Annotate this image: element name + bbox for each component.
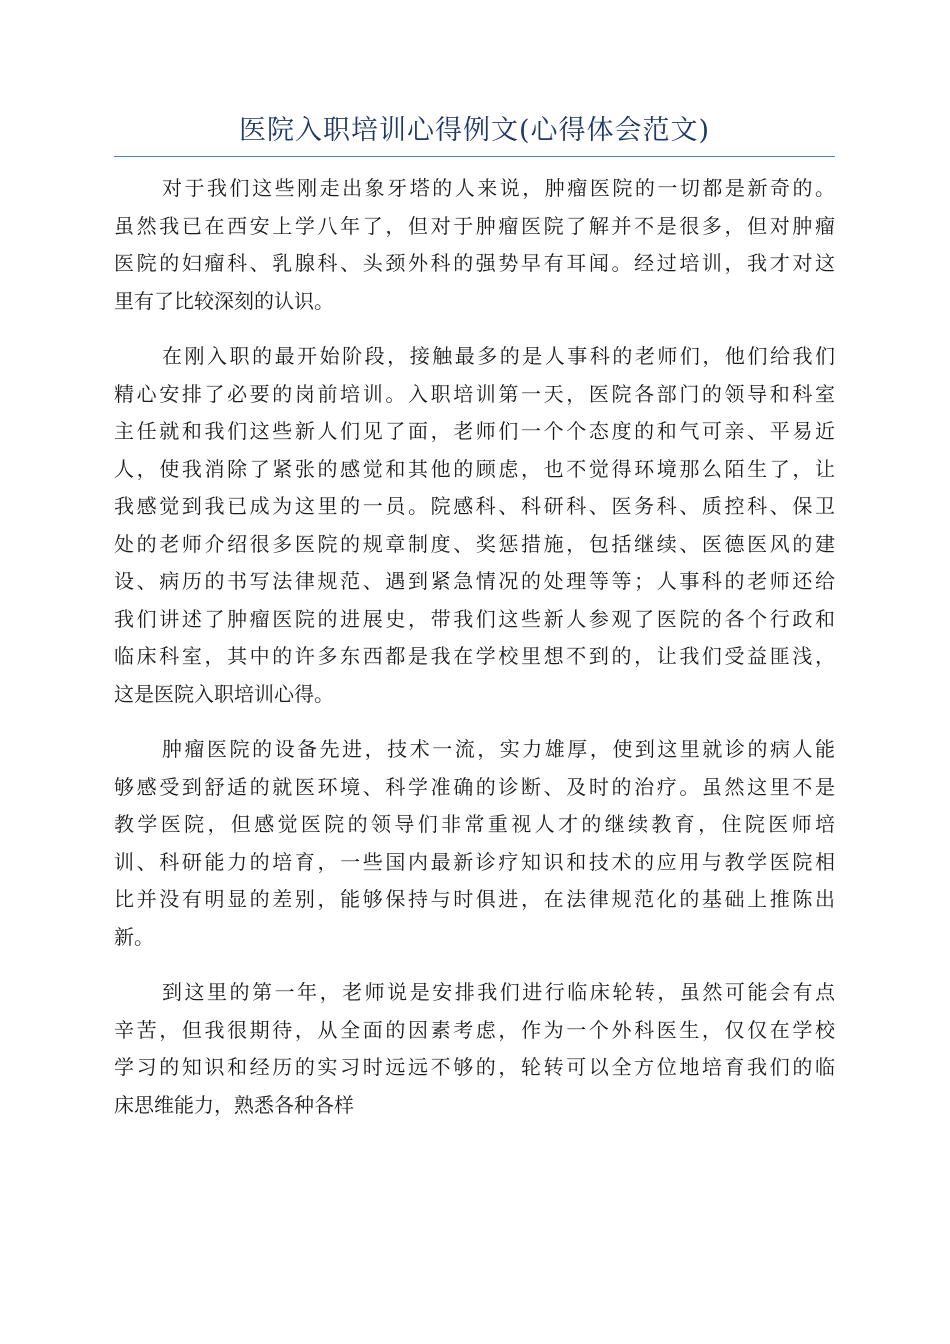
- paragraph-2: [114, 338, 835, 713]
- text-line: 人，使我消除了紧张的感觉和其他的顾虑，也不觉得环境那么陌生了，让: [114, 456, 835, 481]
- text-line: 肿瘤医院的设备先进，技术一流，实力雄厚，使到这里就诊的病人能: [162, 737, 835, 761]
- text-line: 精心安排了必要的岗前培训。入职培训第一天，医院各部门的领导和科室: [114, 381, 835, 406]
- text-line: 在刚入职的最开始阶段，接触最多的是人事科的老师们，他们给我们: [162, 344, 835, 368]
- text-line: 里有了比较深刻的认识。: [114, 288, 334, 313]
- text-line: 处的老师介绍很多医院的规章制度、奖惩措施，包括继续、医德医风的建: [114, 531, 835, 556]
- text-line: 床思维能力，熟悉各种各样: [114, 1092, 354, 1117]
- text-line: 教学医院，但感觉医院的领导们非常重视人才的继续教育，住院医师培: [114, 812, 835, 836]
- article-body: [114, 170, 835, 1142]
- text-line: 我们讲述了肿瘤医院的进展史，带我们这些新人参观了医院的各个行政和: [114, 606, 835, 631]
- text-line: 比并没有明显的差别，能够保持与时俱进，在法律规范化的基础上推陈出: [114, 887, 835, 911]
- paragraph-4: [114, 974, 835, 1124]
- text-line: 训、科研能力的培育，一些国内最新诊疗知识和技术的应用与教学医院相: [114, 849, 835, 874]
- text-line: 学习的知识和经历的实习时远远不够的，轮转可以全方位地培育我们的临: [114, 1055, 835, 1079]
- page-title: 医院入职培训心得例文(心得体会范文): [238, 115, 711, 146]
- text-line: 临床科室，其中的许多东西都是我在学校里想不到的，让我们受益匪浅，: [114, 644, 835, 668]
- text-line: 对于我们这些刚走出象牙塔的人来说，肿瘤医院的一切都是新奇的。: [162, 176, 835, 200]
- title-block: [114, 108, 835, 157]
- text-line: 这是医院入职培训心得。: [114, 681, 334, 706]
- text-line: 够感受到舒适的就医环境、科学准确的诊断、及时的治疗。虽然这里不是: [114, 774, 835, 799]
- text-line: 我感觉到我已成为这里的一员。院感科、科研科、医务科、质控科、保卫: [114, 494, 835, 518]
- text-line: 设、病历的书写法律规范、遇到紧急情况的处理等等；人事科的老师还给: [114, 569, 835, 593]
- text-line: 虽然我已在西安上学八年了，但对于肿瘤医院了解并不是很多，但对肿瘤: [114, 213, 835, 238]
- text-line: 医院的妇瘤科、乳腺科、头颈外科的强势早有耳闻。经过培训，我才对这: [114, 251, 835, 275]
- text-line: 辛苦，但我很期待，从全面的因素考虑，作为一个外科医生，仅仅在学校: [114, 1017, 835, 1042]
- text-line: 主任就和我们这些新人们见了面，老师们一个个态度的和气可亲、平易近: [114, 419, 835, 443]
- text-line: 到这里的第一年，老师说是安排我们进行临床轮转，虽然可能会有点: [162, 980, 835, 1004]
- text-line: 新。: [114, 924, 154, 949]
- paragraph-1: [114, 170, 835, 320]
- paragraph-3: [114, 731, 835, 956]
